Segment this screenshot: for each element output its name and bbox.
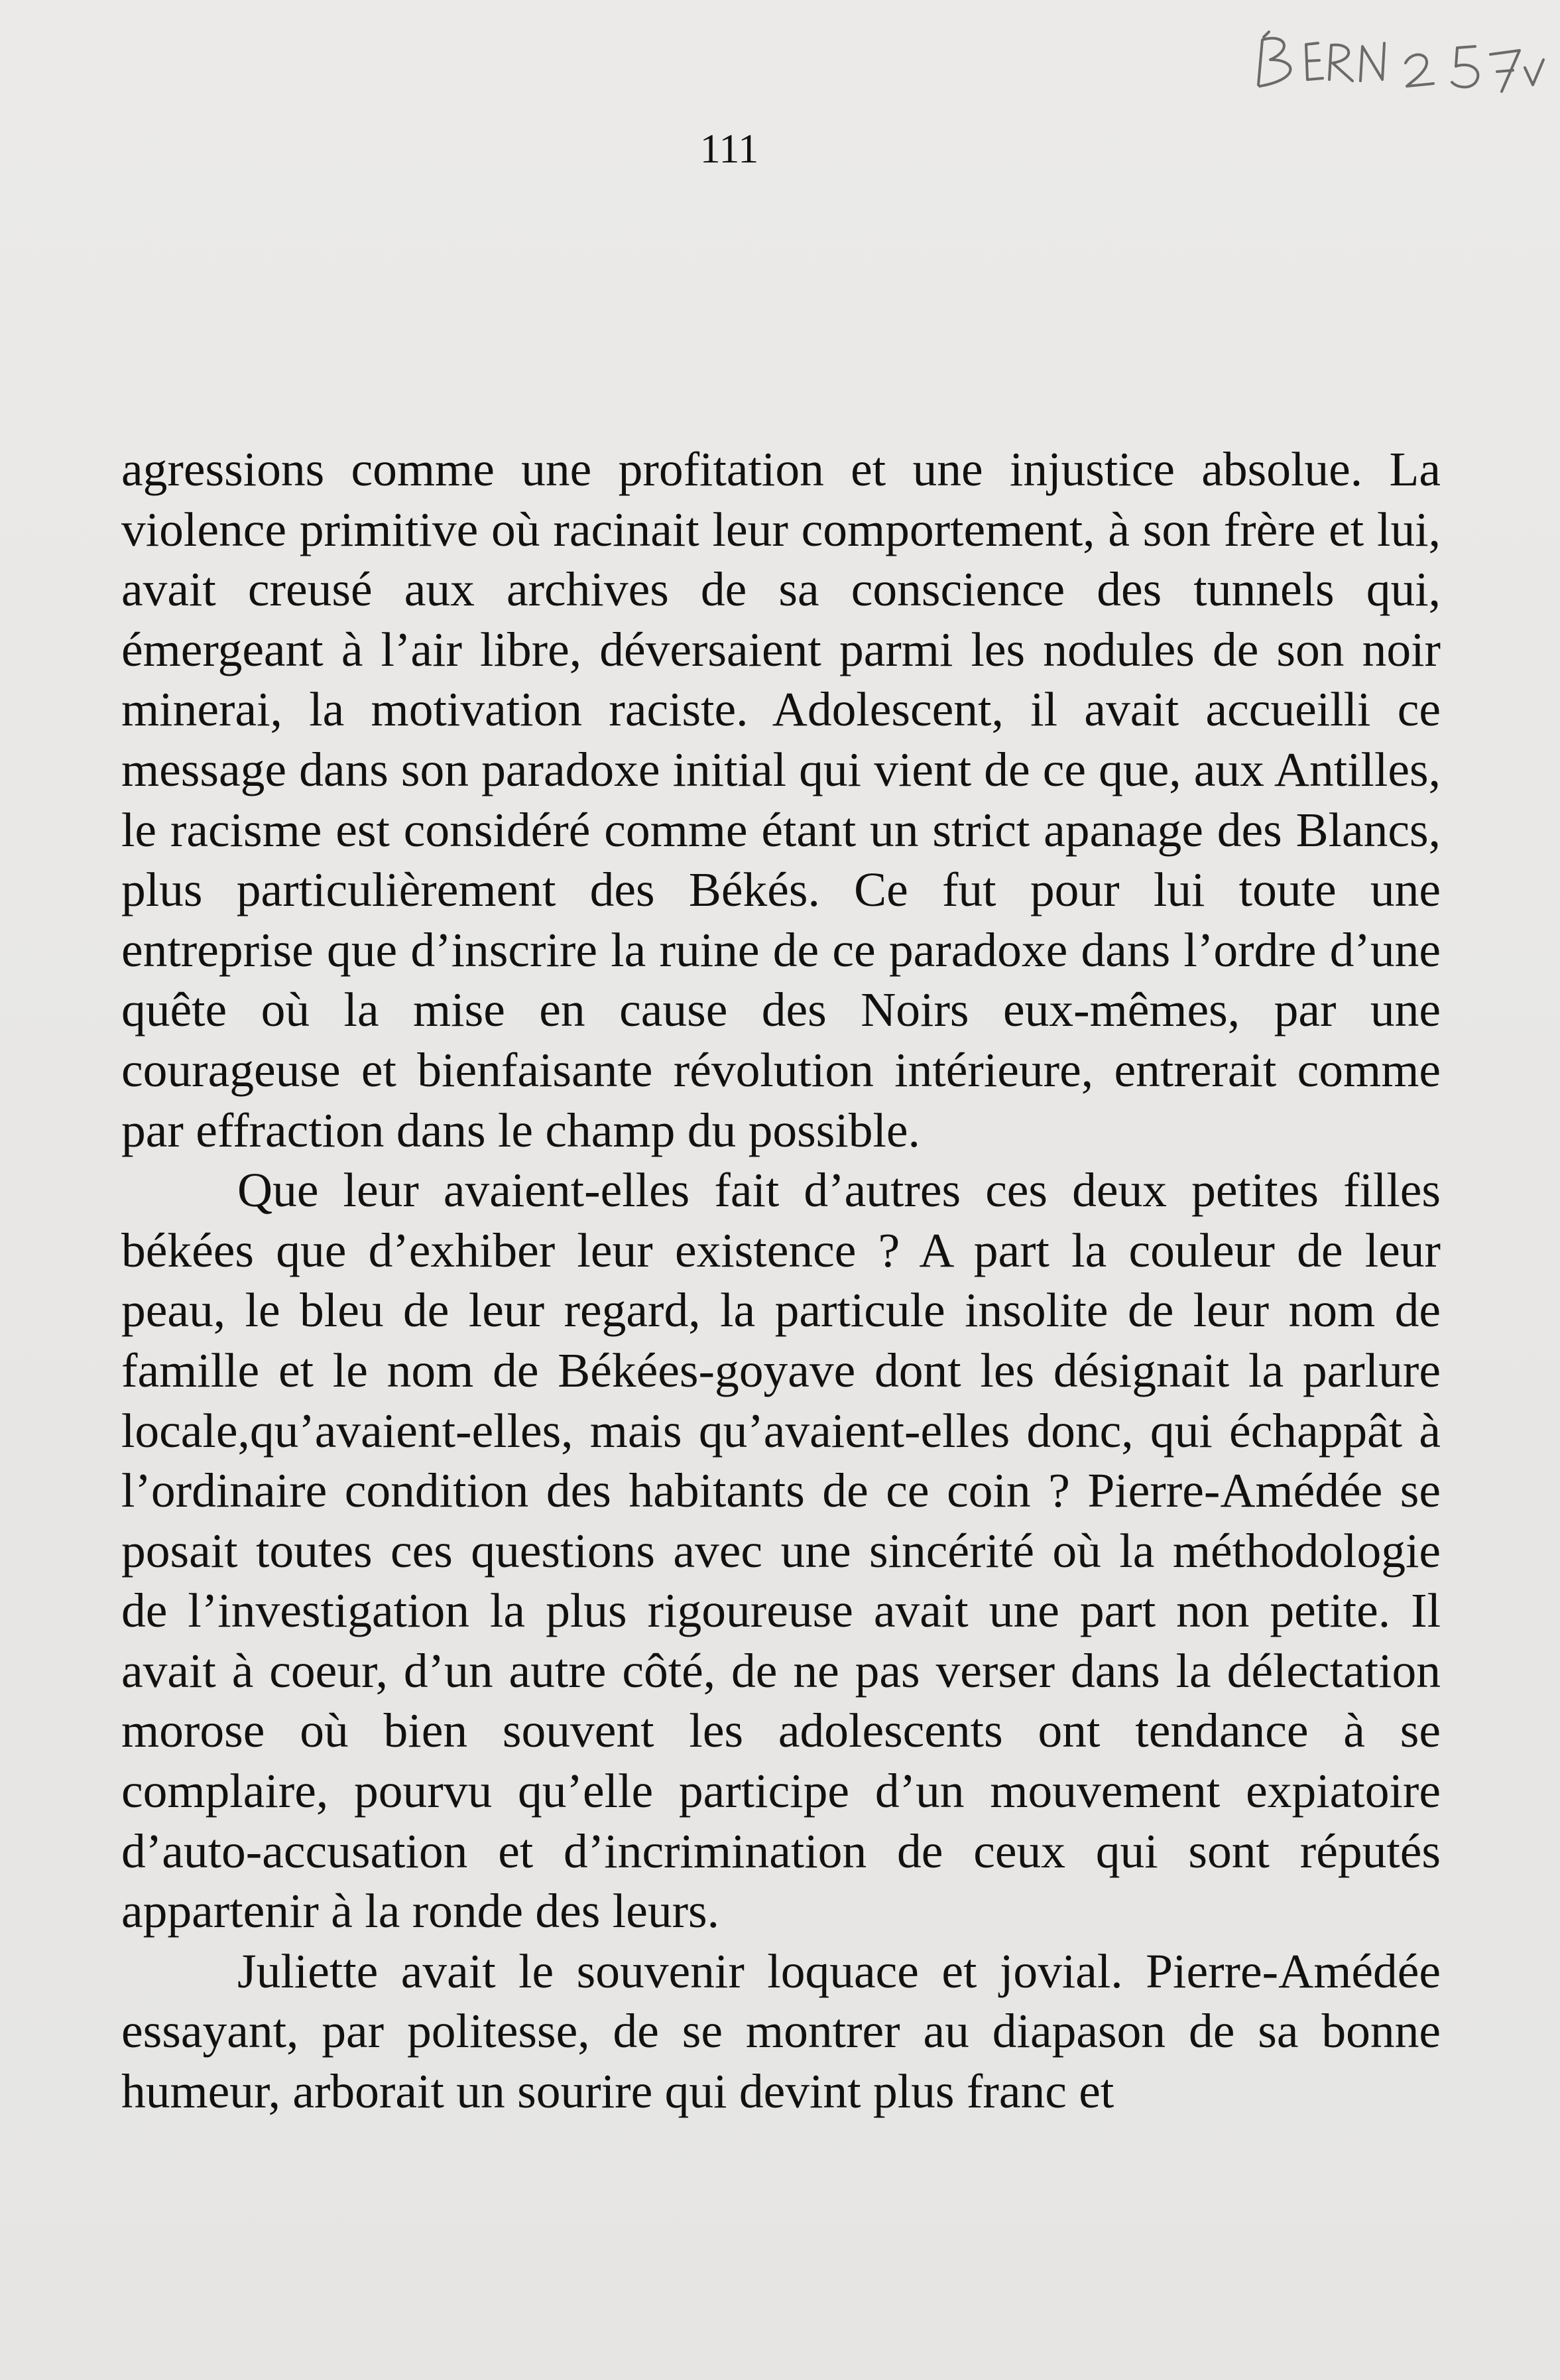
body-text — [121, 440, 1441, 2122]
paragraph-1: agressions comme une profitation et une injustice absolue. La violence primitive où racinait leur comportement, à son frère et lui, avait creusé aux archives de sa conscience des tunnels qui, émergeant à l’air libre, déversaient parmi les nodules de son noir minerai, la motivation raciste. Adolescent, il avait accueilli ce message dans son paradoxe initial qui vient de ce que, aux Antilles, le racisme est considéré comme étant un strict apanage des Blancs, plus particulièrement des Békés. Ce fut pour lui toute une entreprise que d’inscrire la ruine de ce paradoxe dans l’ordre d’une quête où la mise en cause des Noirs eux-mêmes, par une courageuse et bienfaisante révolution intérieure, entrerait comme par effraction dans le champ du possible. — [121, 442, 1441, 1157]
handwritten-shelfmark-drawing — [1246, 13, 1551, 113]
paragraph-3: Juliette avait le souvenir loquace et jovial. Pierre-Amédée essayant, par politesse, de se montrer au diapason de sa bonne humeur, arborait un sourire qui devint plus franc et — [121, 1944, 1441, 2119]
handwritten-shelfmark — [1246, 13, 1551, 113]
page-number: 111 — [699, 127, 759, 172]
paragraph-2: Que leur avaient-elles fait d’autres ces deux petites filles békées que d’exhiber leur existence ? A part la couleur de leur peau, le bleu de leur regard, la particule insolite de leur nom de famille et le nom de Békées-goyave dont les désignait la parlure locale,qu’avaient-elles, mais qu’avaient-elles donc, qui échappât à l’ordinaire condition des habitants de ce coin ? Pierre-Amédée se posait toutes ces questions avec une sincérité où la méthodologie de l’investigation la plus rigoureuse avait une part non petite. Il avait à coeur, d’un autre côté, de ne pas verser dans la délectation morose où bien souvent les adolescents ont tendance à se complaire, pourvu qu’elle participe d’un mouvement expiatoire d’auto-accusation et d’incrimination de ceux qui sont réputés appartenir à la ronde des leurs. — [121, 1163, 1441, 1938]
